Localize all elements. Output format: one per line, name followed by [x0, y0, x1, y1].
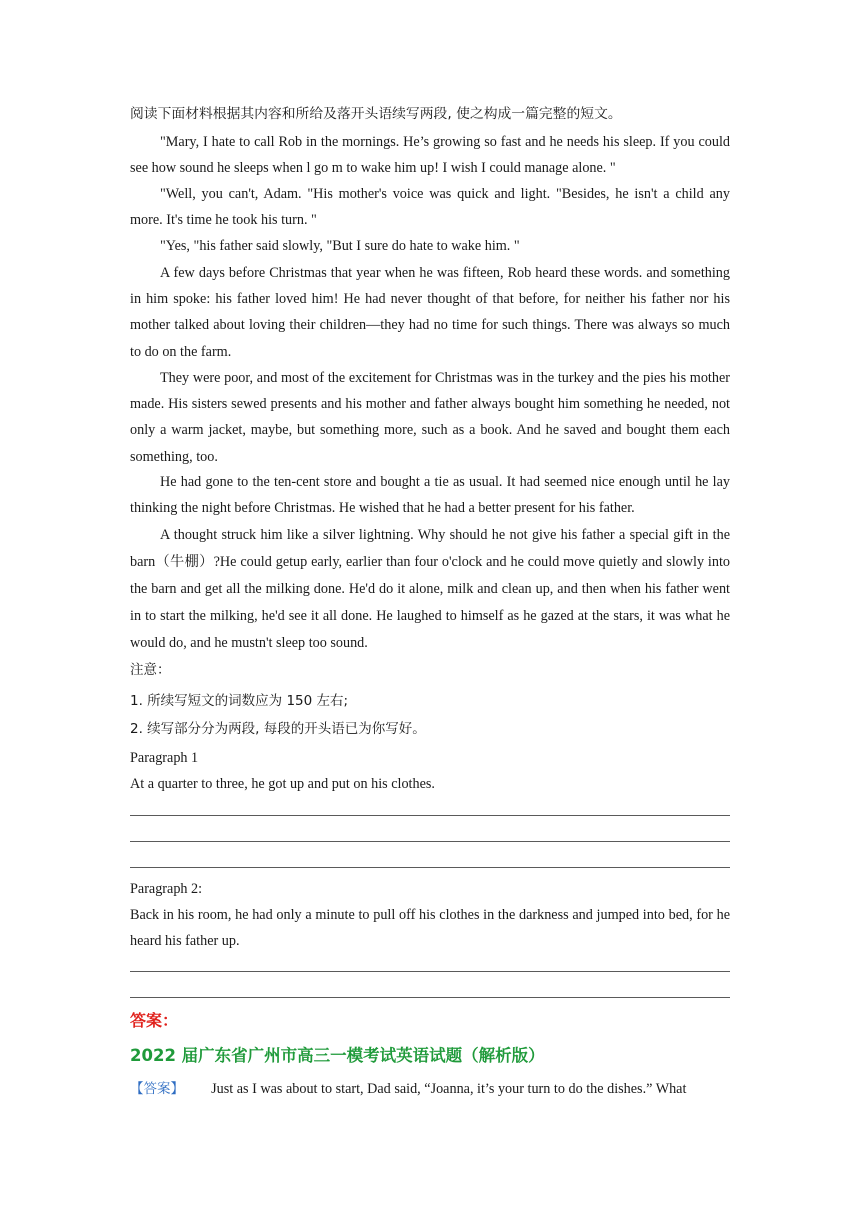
note-item-2: 2. 续写部分分为两段, 每段的开头语已为你写好。 — [130, 721, 426, 737]
story-paragraph-7: A thought struck him like a silver lightning. Why should he not give his father a special gift in the barn（牛棚）?He could getup early, earlier than four o'clock and he could move quietly and slowly into the barn and get all the milking done. He'd do it alone, milk and clean up, and then when his father went in to start the milking, he'd see it all done. He laughed to himself as he gazed at the stars, it was what he would do, and he mustn't sleep too sound. — [130, 527, 730, 651]
story-paragraph-1: "Mary, I hate to call Rob in the mornings. He’s growing so fast and he needs his sleep. If you could see how sound he sleeps when l go m to wake him up! I wish I could manage alone. " — [130, 134, 730, 177]
answer-line — [130, 997, 730, 998]
answer-line — [130, 841, 730, 842]
paragraph-2-label: Paragraph 2: — [130, 881, 203, 897]
answer-row — [130, 1076, 730, 1102]
answer-heading: 答案： — [130, 1011, 179, 1030]
story-paragraph-4: A few days before Christmas that year when he was fifteen, Rob heard these words. and something in him spoke: his father loved him! He had never thought of that before, for neither his father nor his mother talked about loving their children—they had no time for such things. There was always so much to do on the farm. — [130, 265, 730, 360]
notes-heading: 注意： — [130, 662, 171, 678]
answer-line — [130, 867, 730, 868]
answer-line — [130, 971, 730, 972]
paragraph-1-opening: At a quarter to three, he got up and put on his clothes. — [130, 776, 435, 792]
paragraph-1-label: Paragraph 1 — [130, 750, 199, 766]
answer-line — [130, 815, 730, 816]
instruction-text: 阅读下面材料根据其内容和所给及落开头语续写两段, 使之构成一篇完整的短文。 — [130, 106, 622, 122]
paragraph-2-opening: Back in his room, he had only a minute to pull off his clothes in the darkness and jumped into bed, for he heard his father up. — [130, 907, 730, 950]
source-title: 2022 届广东省广州市高三一模考试英语试题（解析版） — [130, 1046, 545, 1065]
story-paragraph-6: He had gone to the ten-cent store and bought a tie as usual. It had seemed nice enough until he lay thinking the night before Christmas. He wished that he had a better present for his father. — [130, 474, 730, 517]
story-paragraph-5: They were poor, and most of the excitement for Christmas was in the turkey and the pies his mother made. His sisters sewed presents and his mother and father always bought him something he needed, not only a warm jacket, maybe, but something more, such as a book. And he saved and bought them each something, too. — [130, 370, 730, 465]
note-item-1: 1. 所续写短文的词数应为 150 左右; — [130, 693, 349, 709]
story-paragraph-3: "Yes, "his father said slowly, "But I sure do hate to wake him. " — [160, 238, 520, 254]
answer-text: Just as I was about to start, Dad said, “Joanna, it’s your turn to do the dishes.” What — [211, 1081, 687, 1097]
answer-tag: 【答案】 — [130, 1081, 184, 1097]
story-paragraph-2: "Well, you can't, Adam. "His mother's voice was quick and light. "Besides, he isn't a child any more. It's time he took his turn. " — [130, 186, 730, 229]
